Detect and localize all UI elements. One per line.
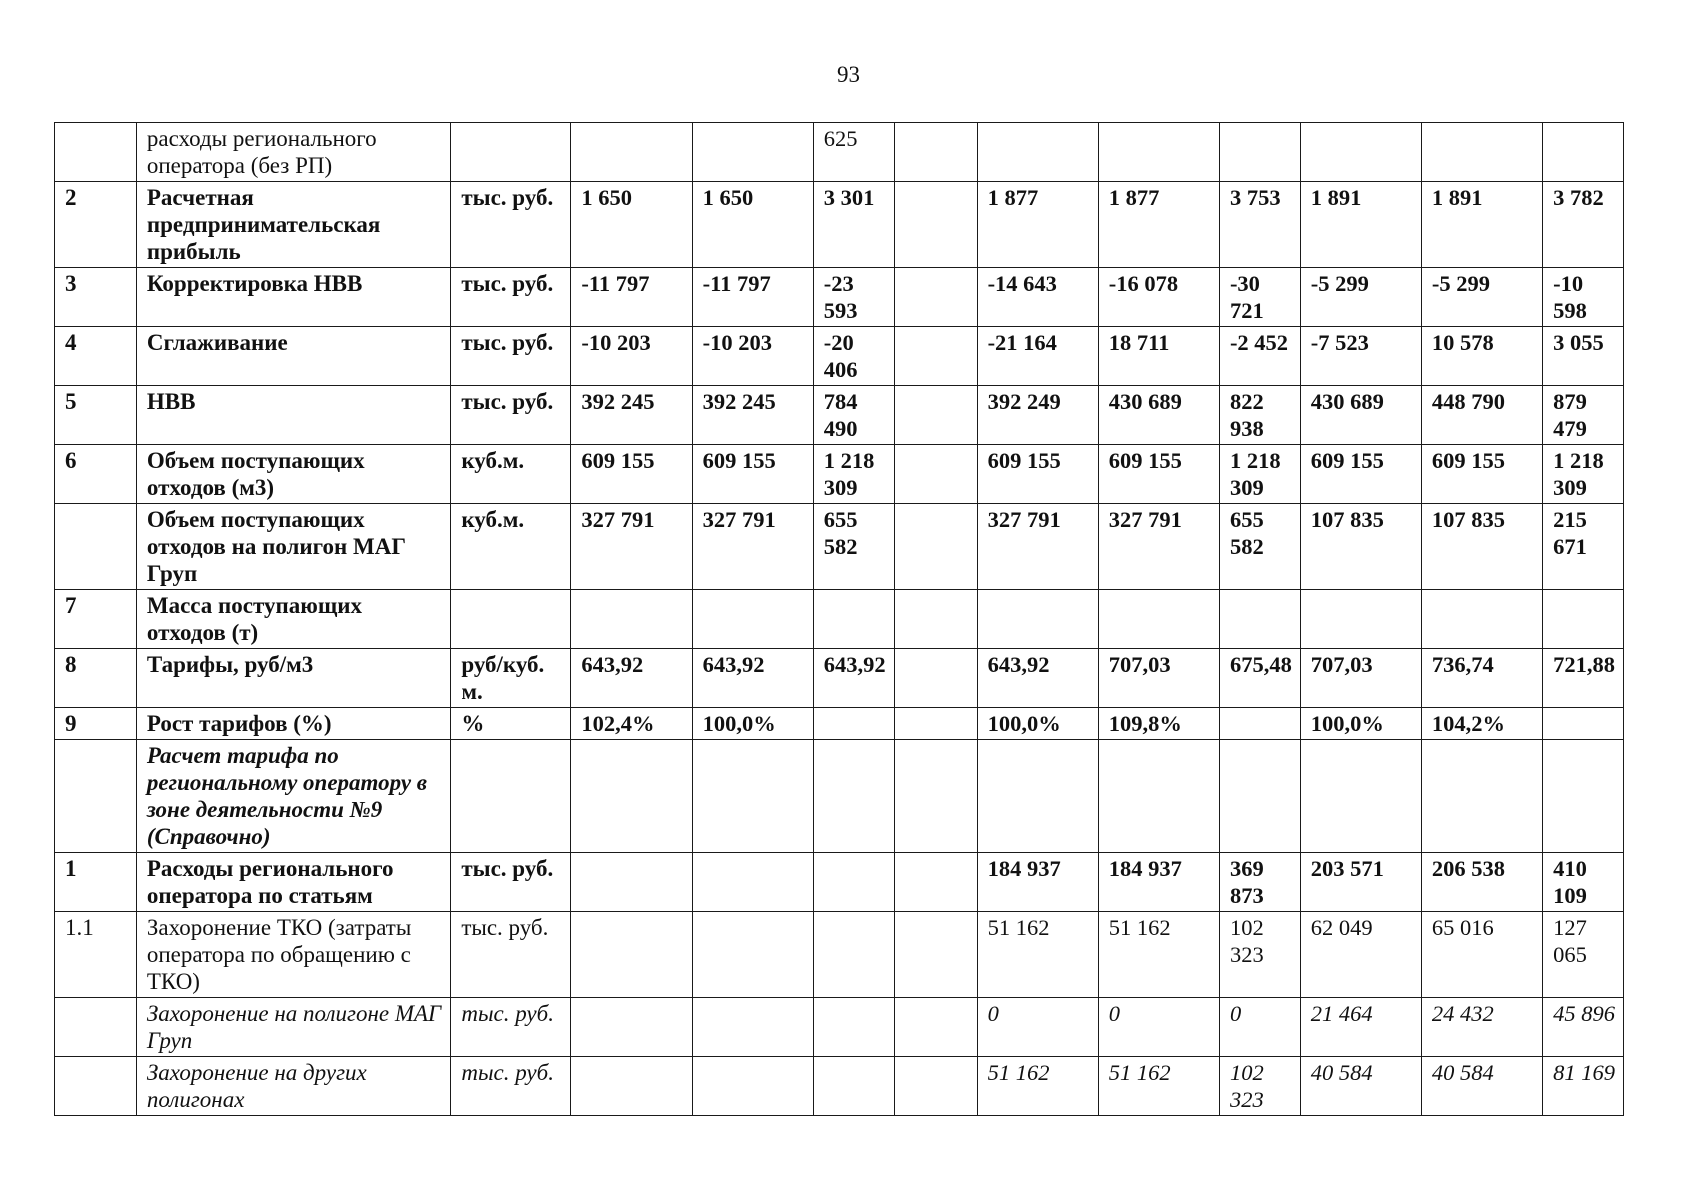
table-row	[55, 590, 1624, 649]
cell-col-4: 102,4%	[571, 708, 692, 740]
cell-col-10: 1 218 309	[1219, 445, 1300, 504]
table-row	[55, 182, 1624, 268]
cell-col-11	[1300, 740, 1421, 853]
cell-col-13: 127 065	[1543, 912, 1624, 998]
cell-col-5	[692, 740, 813, 853]
cell-col-13: 215 671	[1543, 504, 1624, 590]
cell-col-6: 655 582	[813, 504, 894, 590]
cell-row-number: 9	[55, 708, 137, 740]
cell-row-number: 8	[55, 649, 137, 708]
cell-item-name: Захоронение на других полигонах	[136, 1057, 450, 1116]
cell-col-12: 65 016	[1421, 912, 1542, 998]
cell-col-7	[894, 182, 977, 268]
cell-unit: куб.м.	[451, 504, 571, 590]
cell-unit: тыс. руб.	[451, 853, 571, 912]
cell-col-5: 609 155	[692, 445, 813, 504]
cell-col-4	[571, 740, 692, 853]
cell-col-5: 392 245	[692, 386, 813, 445]
cell-col-8: 392 249	[977, 386, 1098, 445]
cell-col-4: 1 650	[571, 182, 692, 268]
cell-col-10	[1219, 740, 1300, 853]
cell-col-5: 643,92	[692, 649, 813, 708]
cell-col-4	[571, 1057, 692, 1116]
cell-col-7	[894, 327, 977, 386]
cell-col-13: 721,88	[1543, 649, 1624, 708]
cell-row-number	[55, 740, 137, 853]
cell-row-number: 7	[55, 590, 137, 649]
table-row	[55, 445, 1624, 504]
cell-unit: %	[451, 708, 571, 740]
cell-col-10: 3 753	[1219, 182, 1300, 268]
cell-col-7	[894, 504, 977, 590]
tariff-table	[54, 122, 1624, 1116]
cell-col-13: 3 782	[1543, 182, 1624, 268]
cell-col-9: 609 155	[1098, 445, 1219, 504]
cell-col-13	[1543, 123, 1624, 182]
cell-unit: тыс. руб.	[451, 912, 571, 998]
cell-col-13: 3 055	[1543, 327, 1624, 386]
cell-col-12	[1421, 740, 1542, 853]
cell-item-name: Тарифы, руб/м3	[136, 649, 450, 708]
cell-col-5	[692, 853, 813, 912]
cell-unit: куб.м.	[451, 445, 571, 504]
cell-unit: тыс. руб.	[451, 268, 571, 327]
cell-col-12: 1 891	[1421, 182, 1542, 268]
cell-col-11: 203 571	[1300, 853, 1421, 912]
cell-col-6: 1 218 309	[813, 445, 894, 504]
cell-col-8: 51 162	[977, 912, 1098, 998]
cell-col-9: 1 877	[1098, 182, 1219, 268]
cell-unit: руб/куб. м.	[451, 649, 571, 708]
cell-col-11: 430 689	[1300, 386, 1421, 445]
cell-row-number: 4	[55, 327, 137, 386]
cell-col-6: 643,92	[813, 649, 894, 708]
cell-col-8: 0	[977, 998, 1098, 1057]
cell-col-8: 643,92	[977, 649, 1098, 708]
cell-col-7	[894, 590, 977, 649]
cell-col-13: 879 479	[1543, 386, 1624, 445]
cell-col-8	[977, 590, 1098, 649]
cell-row-number: 3	[55, 268, 137, 327]
cell-col-4: 327 791	[571, 504, 692, 590]
cell-col-13	[1543, 708, 1624, 740]
cell-col-7	[894, 386, 977, 445]
cell-unit	[451, 123, 571, 182]
cell-col-8: 609 155	[977, 445, 1098, 504]
cell-col-13: 81 169	[1543, 1057, 1624, 1116]
cell-col-4	[571, 590, 692, 649]
table-row	[55, 327, 1624, 386]
cell-col-10	[1219, 123, 1300, 182]
cell-col-6: 625	[813, 123, 894, 182]
table-row	[55, 912, 1624, 998]
cell-col-10	[1219, 590, 1300, 649]
cell-item-name: Сглаживание	[136, 327, 450, 386]
cell-item-name: Корректировка НВВ	[136, 268, 450, 327]
cell-col-12: 104,2%	[1421, 708, 1542, 740]
cell-col-7	[894, 649, 977, 708]
cell-col-10: 822 938	[1219, 386, 1300, 445]
cell-col-13: 1 218 309	[1543, 445, 1624, 504]
cell-col-9: 430 689	[1098, 386, 1219, 445]
cell-col-9: 51 162	[1098, 1057, 1219, 1116]
cell-col-11	[1300, 123, 1421, 182]
cell-col-11: 100,0%	[1300, 708, 1421, 740]
table-row	[55, 998, 1624, 1057]
cell-col-7	[894, 912, 977, 998]
cell-col-11	[1300, 590, 1421, 649]
cell-col-6: 3 301	[813, 182, 894, 268]
cell-col-8	[977, 740, 1098, 853]
cell-col-9: 51 162	[1098, 912, 1219, 998]
cell-col-10: -2 452	[1219, 327, 1300, 386]
cell-item-name: Захоронение на полигоне МАГ Груп	[136, 998, 450, 1057]
cell-item-name: НВВ	[136, 386, 450, 445]
cell-col-9	[1098, 590, 1219, 649]
cell-col-6	[813, 740, 894, 853]
cell-unit	[451, 740, 571, 853]
cell-col-4	[571, 123, 692, 182]
table-row	[55, 1057, 1624, 1116]
cell-row-number: 2	[55, 182, 137, 268]
cell-row-number	[55, 123, 137, 182]
cell-col-12: 206 538	[1421, 853, 1542, 912]
cell-col-12	[1421, 123, 1542, 182]
cell-col-7	[894, 123, 977, 182]
cell-col-7	[894, 1057, 977, 1116]
cell-col-12: 107 835	[1421, 504, 1542, 590]
cell-col-10: 102 323	[1219, 912, 1300, 998]
cell-row-number: 6	[55, 445, 137, 504]
table-row	[55, 123, 1624, 182]
cell-col-9: 184 937	[1098, 853, 1219, 912]
cell-col-7	[894, 853, 977, 912]
cell-row-number	[55, 1057, 137, 1116]
cell-col-12: 40 584	[1421, 1057, 1542, 1116]
cell-item-name: Объем поступающих отходов на полигон МАГ Груп	[136, 504, 450, 590]
cell-col-11: 1 891	[1300, 182, 1421, 268]
cell-col-5: 327 791	[692, 504, 813, 590]
cell-unit: тыс. руб.	[451, 1057, 571, 1116]
cell-col-10	[1219, 708, 1300, 740]
cell-item-name: расходы регионального оператора (без РП)	[136, 123, 450, 182]
cell-unit	[451, 590, 571, 649]
table-row	[55, 853, 1624, 912]
cell-col-8	[977, 123, 1098, 182]
cell-col-9: 18 711	[1098, 327, 1219, 386]
cell-col-12: -5 299	[1421, 268, 1542, 327]
table-row	[55, 649, 1624, 708]
cell-col-7	[894, 998, 977, 1057]
cell-item-name: Захоронение ТКО (затраты оператора по обращению с ТКО)	[136, 912, 450, 998]
cell-col-6	[813, 853, 894, 912]
cell-col-4: -11 797	[571, 268, 692, 327]
cell-col-13: 410 109	[1543, 853, 1624, 912]
cell-col-5: 1 650	[692, 182, 813, 268]
cell-col-4	[571, 853, 692, 912]
cell-col-13	[1543, 740, 1624, 853]
cell-col-11: 21 464	[1300, 998, 1421, 1057]
cell-col-5: -10 203	[692, 327, 813, 386]
cell-col-13: 45 896	[1543, 998, 1624, 1057]
cell-col-13: -10 598	[1543, 268, 1624, 327]
cell-col-5: 100,0%	[692, 708, 813, 740]
cell-col-9: -16 078	[1098, 268, 1219, 327]
cell-col-9: 0	[1098, 998, 1219, 1057]
cell-col-8: 327 791	[977, 504, 1098, 590]
cell-col-12: 24 432	[1421, 998, 1542, 1057]
cell-col-4	[571, 998, 692, 1057]
cell-item-name: Масса поступающих отходов (т)	[136, 590, 450, 649]
cell-col-11: 707,03	[1300, 649, 1421, 708]
cell-row-number: 1.1	[55, 912, 137, 998]
cell-col-10: 675,48	[1219, 649, 1300, 708]
cell-col-11: -7 523	[1300, 327, 1421, 386]
cell-col-4: -10 203	[571, 327, 692, 386]
cell-col-5: -11 797	[692, 268, 813, 327]
cell-col-6: -23 593	[813, 268, 894, 327]
cell-row-number: 1	[55, 853, 137, 912]
cell-unit: тыс. руб.	[451, 182, 571, 268]
cell-col-10: 655 582	[1219, 504, 1300, 590]
cell-col-10: 369 873	[1219, 853, 1300, 912]
cell-col-8: 1 877	[977, 182, 1098, 268]
table-row	[55, 268, 1624, 327]
cell-col-6	[813, 1057, 894, 1116]
cell-col-7	[894, 740, 977, 853]
cell-col-12: 609 155	[1421, 445, 1542, 504]
cell-col-6	[813, 912, 894, 998]
cell-row-number: 5	[55, 386, 137, 445]
cell-col-9	[1098, 123, 1219, 182]
cell-col-11: 609 155	[1300, 445, 1421, 504]
cell-col-11: 107 835	[1300, 504, 1421, 590]
cell-col-9	[1098, 740, 1219, 853]
cell-col-4: 392 245	[571, 386, 692, 445]
cell-col-12: 736,74	[1421, 649, 1542, 708]
cell-col-8: 51 162	[977, 1057, 1098, 1116]
cell-col-7	[894, 445, 977, 504]
cell-col-7	[894, 268, 977, 327]
cell-col-7	[894, 708, 977, 740]
cell-col-8: -21 164	[977, 327, 1098, 386]
cell-col-5	[692, 912, 813, 998]
cell-col-12	[1421, 590, 1542, 649]
cell-row-number	[55, 504, 137, 590]
cell-item-name: Рост тарифов (%)	[136, 708, 450, 740]
cell-col-13	[1543, 590, 1624, 649]
cell-col-6: 784 490	[813, 386, 894, 445]
cell-item-name: Объем поступающих отходов (м3)	[136, 445, 450, 504]
cell-col-11: 40 584	[1300, 1057, 1421, 1116]
cell-col-11: -5 299	[1300, 268, 1421, 327]
cell-col-6	[813, 998, 894, 1057]
cell-col-9: 707,03	[1098, 649, 1219, 708]
cell-item-name: Расчетная предпринимательская прибыль	[136, 182, 450, 268]
cell-col-4	[571, 912, 692, 998]
cell-col-6: -20 406	[813, 327, 894, 386]
cell-unit: тыс. руб.	[451, 386, 571, 445]
cell-col-4: 609 155	[571, 445, 692, 504]
cell-col-10: -30 721	[1219, 268, 1300, 327]
table-row	[55, 504, 1624, 590]
cell-col-11: 62 049	[1300, 912, 1421, 998]
cell-unit: тыс. руб.	[451, 998, 571, 1057]
table-row	[55, 386, 1624, 445]
cell-col-8: -14 643	[977, 268, 1098, 327]
page-number: 93	[837, 62, 860, 87]
cell-col-9: 109,8%	[1098, 708, 1219, 740]
cell-col-12: 10 578	[1421, 327, 1542, 386]
table-row	[55, 708, 1624, 740]
cell-item-name: Расходы регионального оператора по статьям	[136, 853, 450, 912]
cell-col-10: 102 323	[1219, 1057, 1300, 1116]
cell-col-6	[813, 590, 894, 649]
cell-col-5	[692, 998, 813, 1057]
cell-unit: тыс. руб.	[451, 327, 571, 386]
table-row	[55, 740, 1624, 853]
cell-col-5	[692, 123, 813, 182]
cell-item-name: Расчет тарифа по региональному оператору в зоне деятельности №9 (Справочно)	[136, 740, 450, 853]
cell-row-number	[55, 998, 137, 1057]
cell-col-12: 448 790	[1421, 386, 1542, 445]
cell-col-8: 184 937	[977, 853, 1098, 912]
cell-col-10: 0	[1219, 998, 1300, 1057]
cell-col-9: 327 791	[1098, 504, 1219, 590]
cell-col-6	[813, 708, 894, 740]
cell-col-4: 643,92	[571, 649, 692, 708]
cell-col-5	[692, 590, 813, 649]
cell-col-8: 100,0%	[977, 708, 1098, 740]
cell-col-5	[692, 1057, 813, 1116]
